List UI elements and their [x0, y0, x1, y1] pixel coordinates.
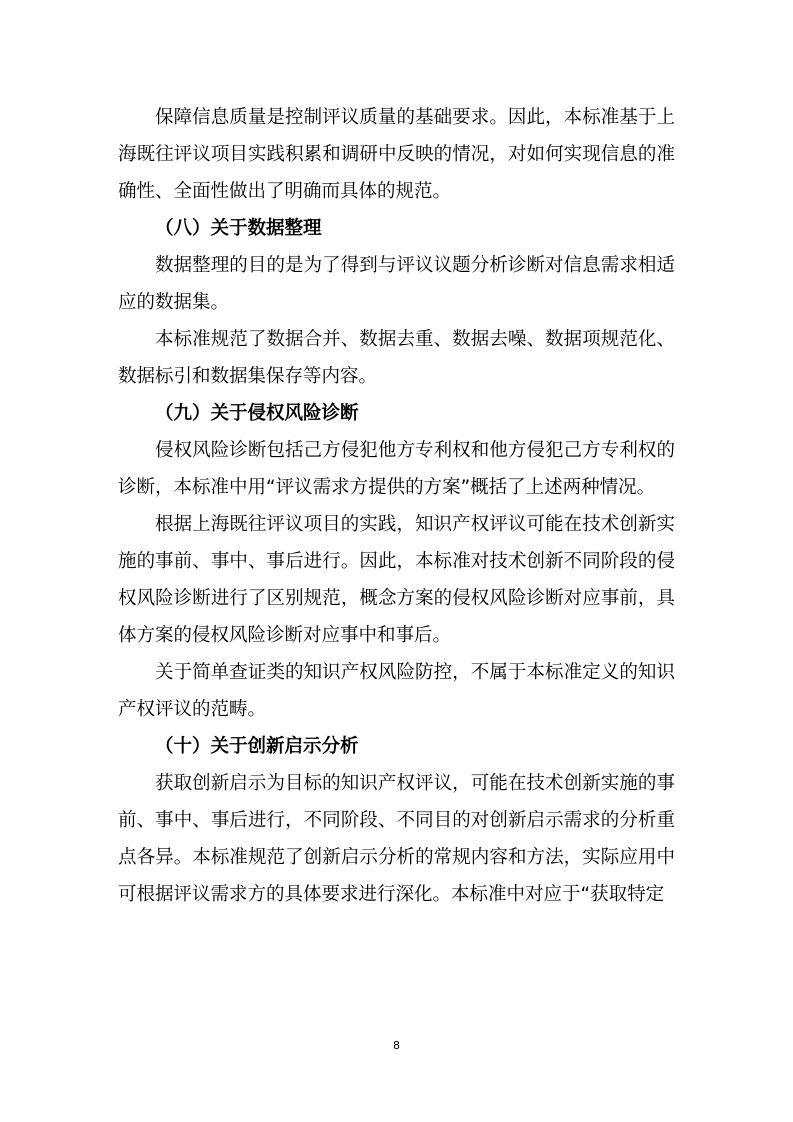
section-heading-innovation-insight: （十）关于创新启示分析 [155, 736, 359, 757]
paragraph-info-quality: 保障信息质量是控制评议质量的基础要求。因此，本标准基于上海既往评议项目实践积累和调研中反映的情况，对如何实现信息的准确性、全面性做出了明确而具体的规范。 [118, 107, 675, 202]
page-number: 8 [393, 1039, 400, 1052]
section-heading-data-organization: （八）关于数据整理 [155, 218, 322, 239]
paragraph-data-organization-purpose: 数据整理的目的是为了得到与评议议题分析诊断对信息需求相适应的数据集。 [118, 255, 675, 313]
paragraph-infringement-exclusion: 关于简单查证类的知识产权风险防控，不属于本标准定义的知识产权评议的范畴。 [118, 662, 675, 720]
paragraph-infringement-definition: 侵权风险诊断包括己方侵犯他方专利权和他方侵犯己方专利权的诊断，本标准中用“评议需求方提供的方案”概括了上述两种情况。 [118, 440, 675, 498]
paragraph-innovation-insight: 获取创新启示为目标的知识产权评议，可能在技术创新实施的事前、事中、事后进行，不同阶段、不同目的对创新启示需求的分析重点各异。本标准规范了创新启示分析的常规内容和方法，实际应用中可根据评议需求方的具体要求进行深化。本标准中对应于“获取特定 [118, 773, 675, 905]
document-body [118, 99, 675, 913]
section-heading-infringement-risk: （九）关于侵权风险诊断 [155, 403, 359, 424]
paragraph-data-organization-scope: 本标准规范了数据合并、数据去重、数据去噪、数据项规范化、数据标引和数据集保存等内容。 [118, 329, 675, 387]
paragraph-infringement-stages: 根据上海既往评议项目的实践，知识产权评议可能在技术创新实施的事前、事中、事后进行。因此，本标准对技术创新不同阶段的侵权风险诊断进行了区别规范，概念方案的侵权风险诊断对应事前，具体方案的侵权风险诊断对应事中和事后。 [118, 514, 675, 646]
